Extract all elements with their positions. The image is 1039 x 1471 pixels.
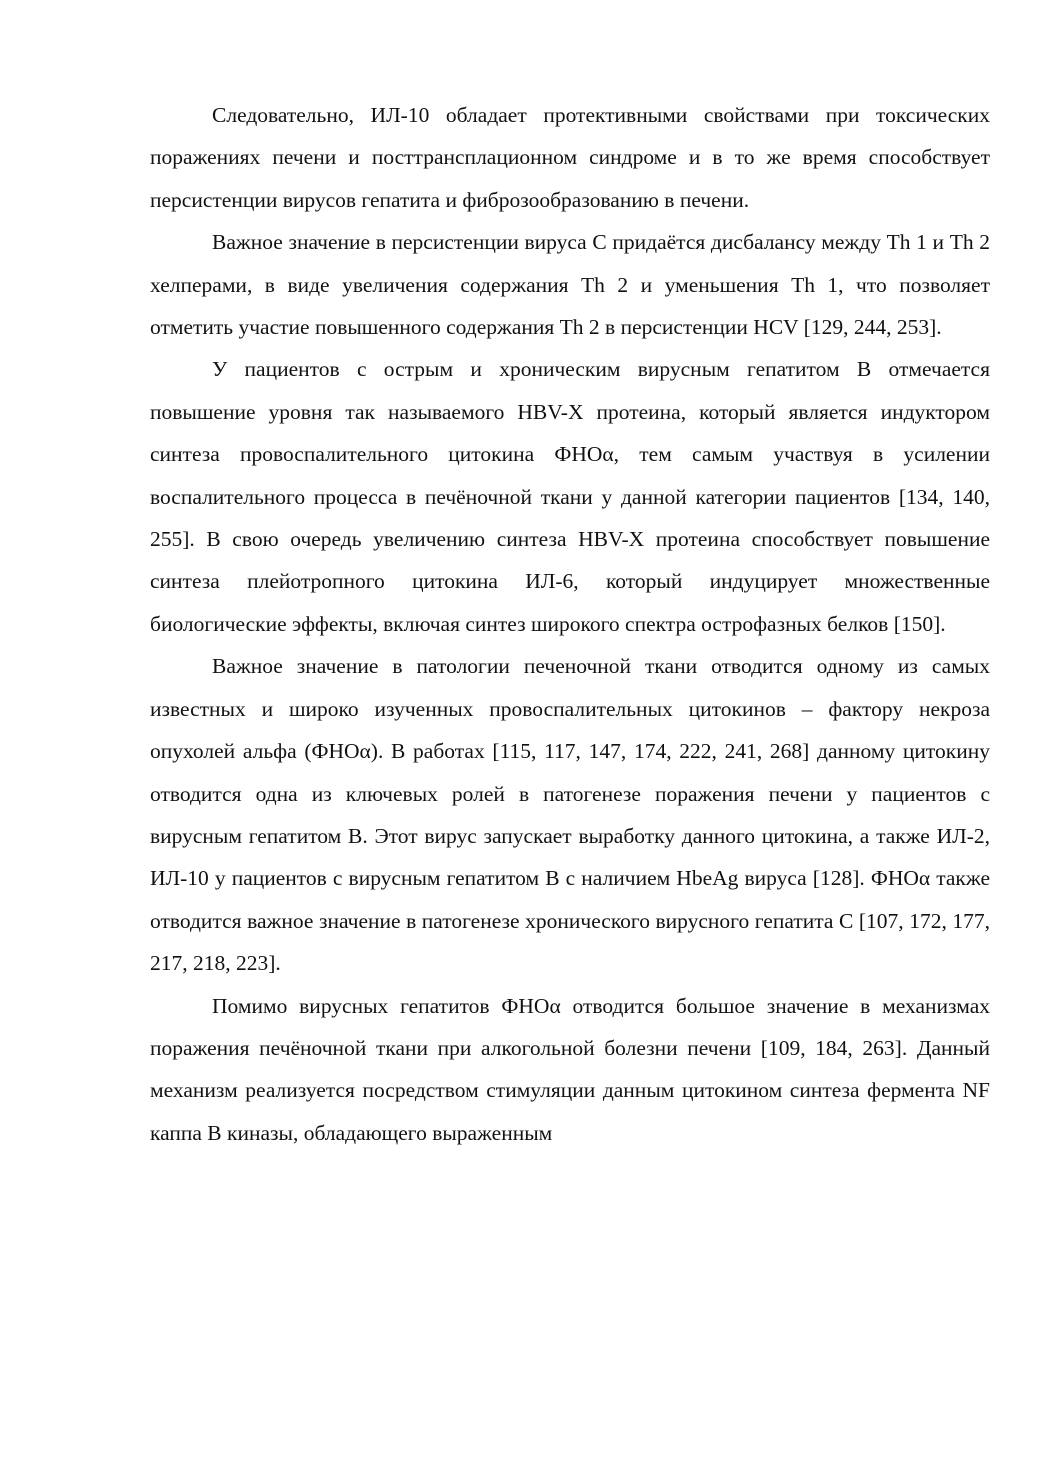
paragraph-alcoholic-liver-disease: Помимо вирусных гепатитов ФНОα отводится большое значение в механизмах поражения печёночной ткани при алкогольной болезни печени [109, 184, 263]. Данный механизм реализуется посредством стимуляции данным цитокином синтеза фермента NF каппа В киназы, обладающего выраженным [150, 993, 990, 1145]
paragraph-tnf-alpha: Важное значение в патологии печеночной ткани отводится одному из самых известных и широко изученных провоспалительных цитокинов – фактору некроза опухолей альфа (ФНОα). В работах [115, 117, 147, 174, 222, 241, 268] данному цитокину отводится одна из ключевых ролей в патогенезе поражения печени у пациентов с вирусным гепатитом В. Этот вирус запускает выработку данного цитокина, а также ИЛ-2, ИЛ-10 у пациентов с вирусным гепатитом В с наличием HbeAg вируса [128]. ФНОα также отводится важное значение в патогенезе хронического вирусного гепатита С [107, 172, 177, 217, 218, 223]. [150, 654, 990, 976]
paragraph-th-imbalance: Важное значение в персистенции вируса С придаётся дисбалансу между Th 1 и Th 2 хелперами, в виде увеличения содержания Th 2 и уменьшения Th 1, что позволяет отметить участие повышенного содержания Th 2 в персистенции HCV [129, 244, 253]. [150, 230, 990, 340]
paragraph-il10-conclusion: Следовательно, ИЛ-10 обладает протективными свойствами при токсических поражениях печени и посттрансплационном синдроме и в то же время способствует персистенции вирусов гепатита и фиброзообразованию в печени. [150, 103, 990, 212]
document-page [150, 94, 990, 1154]
paragraph-hbv-x-protein: У пациентов с острым и хроническим вирусным гепатитом В отмечается повышение уровня так называемого HBV-X протеина, который является индуктором синтеза провоспалительного цитокина ФНОα, тем самым участвуя в усилении воспалительного процесса в печёночной ткани у данной категории пациентов [134, 140, 255]. В свою очередь увеличению синтеза HBV-X протеина способствует повышение синтеза плейотропного цитокина ИЛ-6, который индуцирует множественные биологические эффекты, включая синтез широкого спектра острофазных белков [150]. [150, 357, 990, 636]
